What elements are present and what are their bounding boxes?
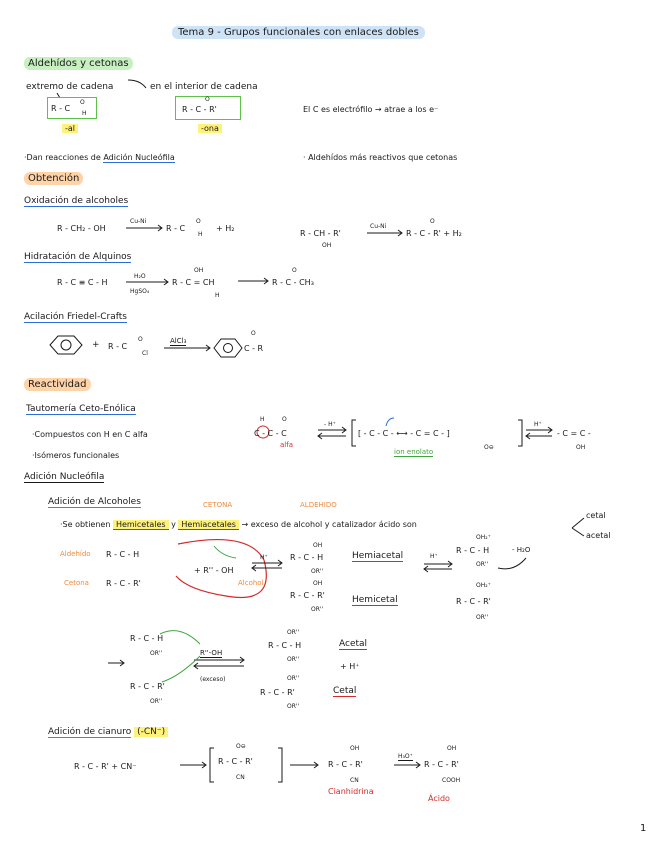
cetal-structure: R - C - R' bbox=[260, 688, 295, 697]
cn-catalyst: H₃O⁺ bbox=[398, 753, 413, 760]
cn-product-cn: CN bbox=[350, 777, 359, 784]
hplus-step2: H⁺ bbox=[430, 553, 438, 560]
hidr-enol: R - C = CH bbox=[172, 278, 215, 287]
label-extremo: extremo de cadena bbox=[26, 82, 114, 92]
suffix-al: -al bbox=[62, 123, 78, 134]
cn-reagents: R - C - R' + CN⁻ bbox=[74, 762, 137, 771]
aldehido-tag: ALDEHIDO bbox=[300, 501, 337, 509]
aldehyde-h: H bbox=[82, 110, 87, 117]
cianhidrina-label: Cianhidrina bbox=[328, 787, 374, 796]
hemiacetal-label: Hemiacetal bbox=[352, 551, 404, 561]
step2-oh2: OH₂⁺ bbox=[476, 534, 491, 541]
tautomeria-title: Tautomería Ceto-Enólica bbox=[26, 404, 136, 414]
hemicetal-structure: R - C - R' bbox=[290, 591, 325, 600]
hidr-h: H bbox=[215, 292, 220, 299]
tauto-oh: OH bbox=[576, 444, 586, 451]
page-number: 1 bbox=[640, 823, 647, 834]
acil-prod-o: O bbox=[251, 330, 256, 337]
tauto-bullet-1: ·Compuestos con H en C alfa bbox=[32, 430, 148, 439]
oxid-r1-catalyst: Cu-Ni bbox=[130, 218, 147, 225]
tauto-enol: - C = C - bbox=[557, 429, 591, 438]
bullet-adicion: ·Dan reacciones de Adición Nucleófila bbox=[24, 153, 175, 162]
acil-cl: Cl bbox=[142, 350, 148, 357]
carbocation-ket-or: OR'' bbox=[150, 698, 163, 705]
hidr-oh: OH bbox=[194, 267, 204, 274]
carbocation-ald: R - C - H bbox=[130, 634, 164, 643]
cn-intermediate-o: O⊖ bbox=[236, 743, 246, 750]
acetal-or-bottom: OR'' bbox=[287, 656, 300, 663]
aldehyde-structure: R - C bbox=[51, 104, 71, 113]
section-heading-reactividad: Reactividad bbox=[24, 379, 91, 390]
oxid-r1-product: R - C bbox=[166, 224, 186, 233]
tauto-enolate: [ - C - C - ⟷ - C = C - ] bbox=[358, 429, 450, 438]
hidr-o: O bbox=[292, 267, 297, 274]
oxid-r1-o: O bbox=[196, 218, 201, 225]
oxid-r2-o: O bbox=[430, 218, 435, 225]
hplus-step1: H⁺ bbox=[260, 554, 268, 561]
acil-reagent: R - C bbox=[108, 342, 128, 351]
electrofilo-note: El C es electrófilo → atrae a los e⁻ bbox=[303, 105, 439, 114]
hidr-catalyst-2: HgSO₄ bbox=[130, 288, 150, 295]
step2-or: OR'' bbox=[476, 561, 489, 568]
adicion-alcoholes-title: Adición de Alcoholes bbox=[48, 497, 141, 507]
plus-hplus: + H⁺ bbox=[340, 662, 360, 671]
tauto-h-plus: H⁺ bbox=[534, 421, 542, 428]
oxid-r1-h2: + H₂ bbox=[216, 224, 235, 233]
section-heading-obtencion: Obtención bbox=[24, 173, 83, 184]
tauto-ion-enolato: ion enolato bbox=[394, 448, 434, 456]
hidr-product: R - C - CH₃ bbox=[272, 278, 314, 287]
label-cetona: Cetona bbox=[64, 579, 89, 587]
acil-o: O bbox=[138, 336, 143, 343]
tauto-o-minus: O⊖ bbox=[484, 444, 494, 451]
cn-intermediate: R - C - R' bbox=[218, 757, 253, 766]
acil-catalyst: AlCl₃ bbox=[170, 337, 187, 345]
cetal-label: Cetal bbox=[333, 686, 357, 696]
roh-excess: R''-OH bbox=[200, 649, 223, 657]
hemicetal-label: Hemicetal bbox=[352, 595, 398, 605]
cianuro-title: Adición de cianuro (-CN⁻) bbox=[48, 727, 168, 738]
hemiacetal-structure: R - C - H bbox=[290, 553, 324, 562]
adicion-heading: Adición Nucleófila bbox=[24, 472, 105, 482]
cetona-tag: CETONA bbox=[203, 501, 233, 509]
hemi-ket-structure: R - C - R' bbox=[106, 579, 141, 588]
acetal-label: Acetal bbox=[339, 639, 368, 649]
label-alcohol: Alcohol bbox=[238, 579, 264, 587]
cn-product: R - C - R' bbox=[328, 760, 363, 769]
bullet-reactivos: · Aldehídos más reactivos que cetonas bbox=[303, 153, 458, 162]
suffix-ona: -ona bbox=[198, 123, 222, 134]
tauto-bullet-2: ·Isómeros funcionales bbox=[32, 451, 120, 460]
tauto-h: H bbox=[260, 416, 265, 423]
hemicetal-oh: OH bbox=[313, 580, 323, 587]
section-heading-aldehidos: Aldehídos y cetonas bbox=[24, 58, 133, 69]
step2-oh2b: OH₂⁺ bbox=[476, 582, 491, 589]
carbocation-ald-or: OR'' bbox=[150, 650, 163, 657]
hemiacetal-oh: OH bbox=[313, 542, 323, 549]
ketone-o: O bbox=[205, 96, 210, 103]
oxid-r2-catalyst: Cu-Ni bbox=[370, 223, 387, 230]
oxid-r1-h: H bbox=[198, 231, 203, 238]
label-aldehido: Aldehído bbox=[60, 550, 91, 558]
acilacion-title: Acilación Friedel-Crafts bbox=[24, 312, 127, 322]
hemiacetal-or: OR'' bbox=[311, 568, 324, 575]
tauto-minus-h: - H⁺ bbox=[324, 421, 336, 428]
acid-oh: OH bbox=[447, 745, 457, 752]
oxid-r2-product: R - C - R' + H₂ bbox=[406, 229, 462, 238]
plus-alcohol: + R'' - OH bbox=[194, 566, 234, 575]
cetal-branch: cetal bbox=[586, 511, 606, 520]
step2-structure: R - C - H bbox=[456, 546, 490, 555]
cetal-or-top: OR'' bbox=[287, 675, 300, 682]
acetal-or-top: OR'' bbox=[287, 629, 300, 636]
cn-intermediate-cn: CN bbox=[236, 774, 245, 781]
oxid-r2-reactant: R - CH - R' bbox=[300, 229, 341, 238]
step2-or-2: OR'' bbox=[476, 614, 489, 621]
page-title: Tema 9 - Grupos funcionales con enlaces dobles bbox=[172, 27, 425, 38]
hidratacion-title: Hidratación de Alquinos bbox=[24, 252, 132, 262]
carbocation-ket: R - C - R' bbox=[130, 682, 165, 691]
ketone-structure: R - C - R' bbox=[182, 105, 217, 114]
step2-structure-2: R - C - R' bbox=[456, 597, 491, 606]
step2-water-loss: - H₂O bbox=[512, 546, 531, 554]
tauto-keto: C - C - C bbox=[254, 429, 287, 438]
hidr-reactant: R - C ≡ C - H bbox=[57, 278, 108, 287]
label-interior: en el interior de cadena bbox=[150, 82, 258, 92]
acetal-structure: R - C - H bbox=[268, 641, 302, 650]
cetal-or-bottom: OR'' bbox=[287, 703, 300, 710]
acid-cooh: COOH bbox=[442, 777, 461, 784]
cn-product-oh: OH bbox=[350, 745, 360, 752]
tauto-alfa-label: alfa bbox=[280, 441, 293, 449]
acetal-branch: acetal bbox=[586, 531, 611, 540]
oxid-r2-oh: OH bbox=[322, 242, 332, 249]
hemi-ald-structure: R - C - H bbox=[106, 550, 140, 559]
hemicetal-or: OR'' bbox=[311, 606, 324, 613]
acil-product: C - R bbox=[244, 344, 264, 353]
hemiacetal-bullet: ·Se obtienen Hemicetales y Hemiacetales → exceso de alcohol y catalizador ácido son bbox=[60, 520, 417, 529]
acid-structure: R - C - R' bbox=[424, 760, 459, 769]
oxid-r1-reactant: R - CH₂ - OH bbox=[57, 224, 106, 233]
acido-label: Ácido bbox=[428, 794, 450, 803]
aldehyde-o: O bbox=[80, 99, 85, 106]
tauto-o: O bbox=[282, 416, 287, 423]
hidr-catalyst-1: H₂O bbox=[134, 273, 146, 280]
oxidacion-title: Oxidación de alcoholes bbox=[24, 196, 129, 206]
exceso-label: (exceso) bbox=[200, 676, 226, 683]
acil-plus: + bbox=[92, 340, 100, 350]
